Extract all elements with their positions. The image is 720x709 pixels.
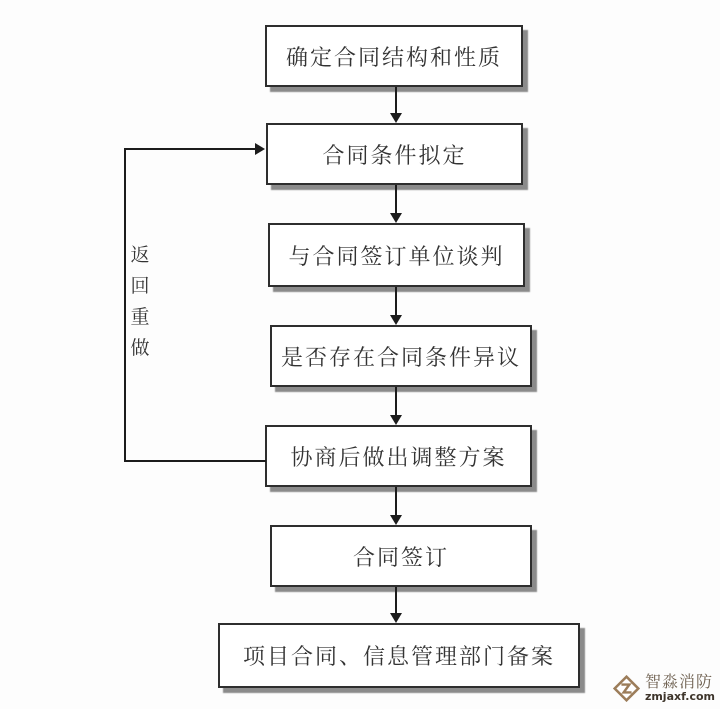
flow-step-7	[218, 623, 580, 688]
flow-step-6-label: 合同签订	[352, 545, 449, 571]
arrow-shaft	[395, 587, 397, 614]
flow-step-4-label: 是否存在合同条件异议	[280, 345, 521, 371]
watermark-url: zmjaxf.com	[644, 690, 715, 704]
flow-step-2-label: 合同条件拟定	[322, 143, 467, 169]
arrow-down-icon	[390, 213, 402, 223]
arrow-down-icon	[390, 113, 402, 123]
feedback-line-bottom	[124, 460, 266, 462]
watermark	[613, 673, 715, 704]
arrow-down-icon	[390, 415, 402, 425]
arrow-shaft	[395, 487, 397, 516]
arrow-step3-to-step4	[389, 287, 403, 325]
arrow-step2-to-step3	[389, 185, 403, 223]
arrow-shaft	[395, 287, 397, 316]
arrow-shaft	[395, 87, 397, 114]
flow-step-3	[268, 223, 525, 287]
flow-step-5	[265, 425, 532, 487]
flow-step-1	[265, 25, 523, 87]
arrow-step5-to-step6	[389, 487, 403, 525]
flow-step-3-label: 与合同签订单位谈判	[288, 244, 505, 270]
arrow-step6-to-step7	[389, 587, 403, 623]
arrow-down-icon	[390, 515, 402, 525]
flow-step-4	[270, 325, 532, 387]
arrow-shaft	[395, 387, 397, 416]
flow-step-7-label: 项目合同、信息管理部门备案	[242, 645, 555, 670]
arrow-shaft	[395, 185, 397, 214]
watermark-text	[645, 673, 715, 704]
flow-step-1-label: 确定合同结构和性质	[285, 45, 502, 71]
arrow-right-icon	[255, 143, 265, 155]
diamond-z-logo-icon	[613, 675, 640, 702]
flow-step-2	[266, 123, 523, 185]
arrow-down-icon	[390, 315, 402, 325]
feedback-line-top	[124, 148, 255, 150]
feedback-label: 返回重做	[130, 244, 150, 359]
flow-step-6	[270, 525, 532, 587]
arrow-down-icon	[390, 613, 402, 623]
flow-step-5-label: 协商后做出调整方案	[290, 445, 507, 471]
feedback-line-vertical	[124, 148, 126, 462]
watermark-brand: 智淼消防	[644, 671, 713, 691]
arrow-step1-to-step2	[389, 87, 403, 123]
arrow-step4-to-step5	[389, 387, 403, 425]
